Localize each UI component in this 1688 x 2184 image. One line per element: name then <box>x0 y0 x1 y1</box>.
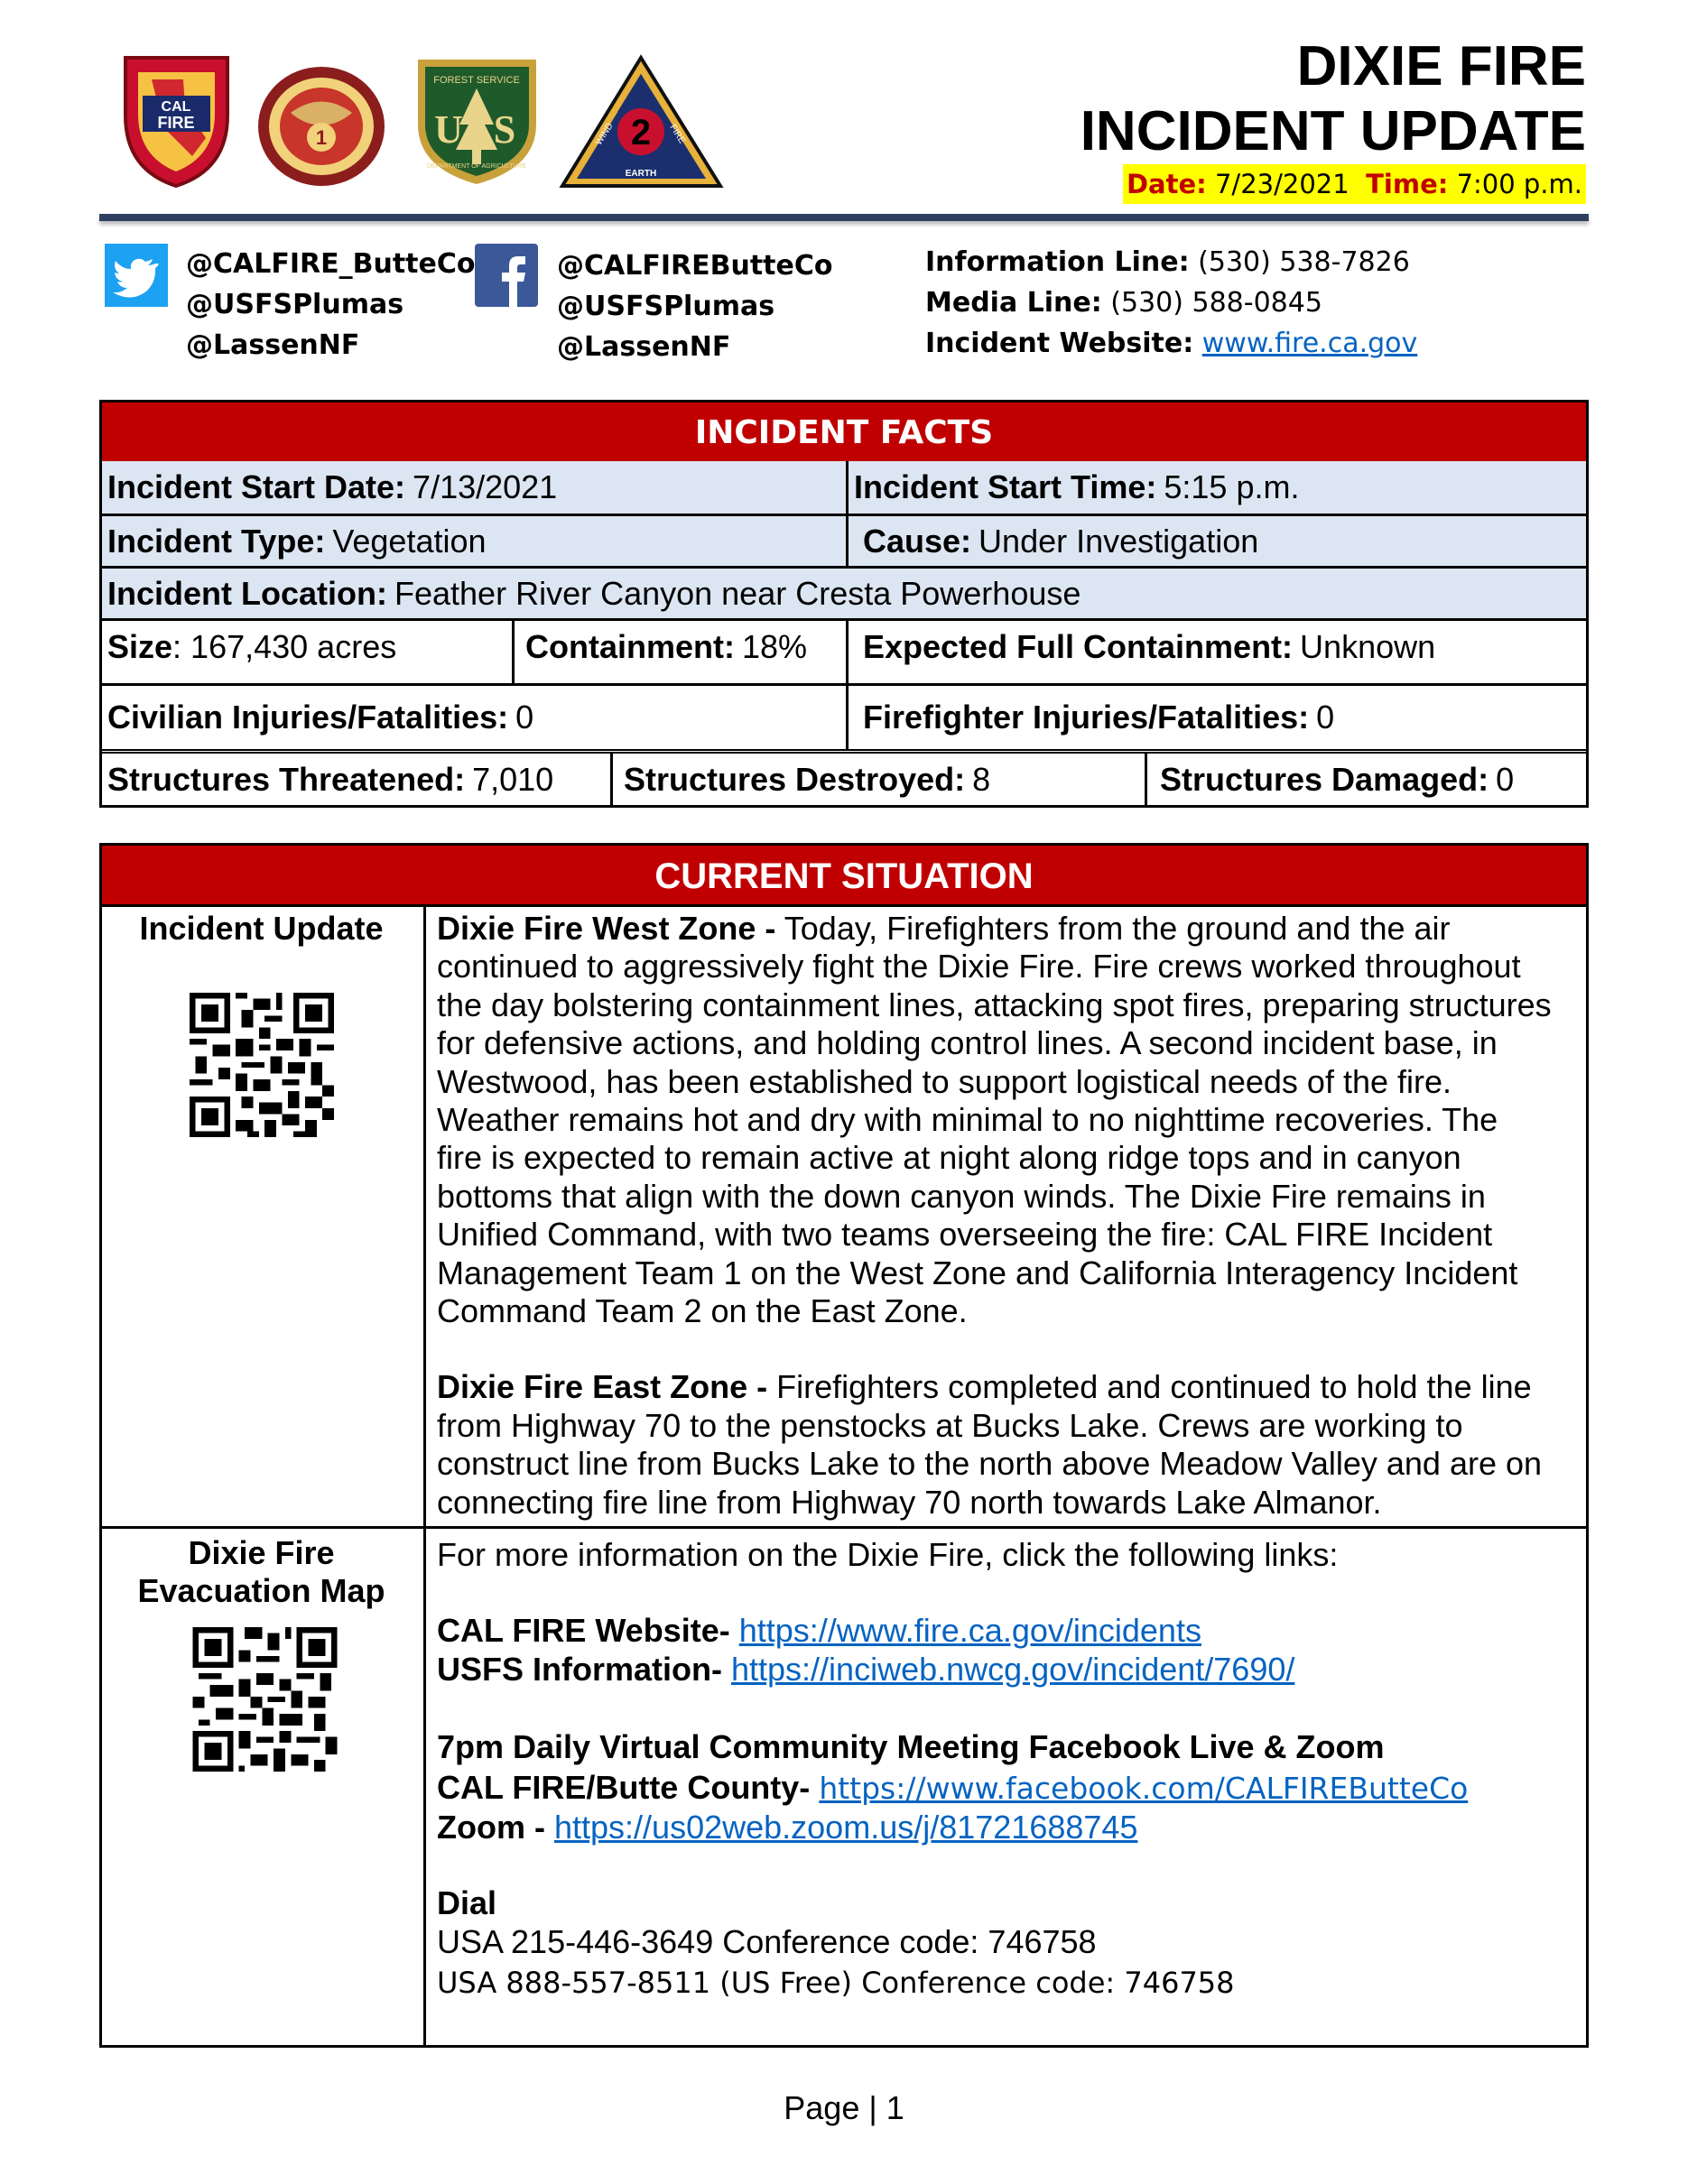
website-label: Incident Website: <box>925 328 1194 359</box>
dial-line-2: USA 888-557-8511 (US Free) Conference code: 746758 <box>437 1966 1235 2001</box>
calfire-website-line <box>437 1612 1583 1650</box>
butte-county-line <box>437 1768 1583 1809</box>
text-line: Command Team 2 on the East Zone. <box>437 1292 968 1330</box>
current-situation-heading: CURRENT SITUATION <box>102 846 1586 907</box>
text-line: for defensive actions, and holding control lines. A second incident base, in <box>437 1024 1498 1062</box>
twitter-icon[interactable] <box>105 244 168 307</box>
start-time-cell <box>846 461 1586 514</box>
structures-damaged-cell <box>1145 754 1586 805</box>
calfire-logo <box>120 52 233 190</box>
containment-cell <box>512 621 846 683</box>
incident-update-text <box>437 910 1583 1522</box>
spacer <box>437 1689 1583 1726</box>
structures-damaged-value: 0 <box>1496 760 1515 798</box>
title-line-2: INCIDENT UPDATE <box>1080 100 1586 162</box>
facts-row-injuries <box>102 683 1586 749</box>
expected-containment-cell <box>846 621 1586 683</box>
website-link[interactable]: www.fire.ca.gov <box>1201 328 1418 359</box>
date-value: 7/23/2021 <box>1214 169 1349 199</box>
date-label: Date: <box>1126 169 1207 199</box>
text-line <box>437 1368 1583 1406</box>
structures-destroyed-cell <box>610 754 1145 805</box>
dial-label <box>437 1884 1583 1922</box>
twitter-handle[interactable]: @USFSPlumas <box>186 289 404 320</box>
twitter-handle[interactable]: @CALFIRE_ButteCo <box>186 248 476 280</box>
text-line: construct line from Bucks Lake to the north above Meadow Valley and are on <box>437 1445 1543 1483</box>
logo-text: FOREST SERVICE <box>433 75 520 86</box>
logo-text: EARTH <box>625 169 657 179</box>
usfs-information-line <box>437 1651 1583 1689</box>
facts-row-structures <box>102 749 1586 805</box>
information-line <box>925 242 1417 282</box>
expected-containment-value: Unknown <box>1300 628 1436 665</box>
spacer <box>437 1574 1583 1612</box>
text-line: fire is expected to remain active at night along ridge tops and in canyon <box>437 1139 1461 1177</box>
logo-text: DEPARTMENT OF AGRICULTURE <box>426 163 527 170</box>
evacuation-map-qr-code[interactable] <box>191 1627 339 1772</box>
usfs-information-label: USFS Information- <box>437 1650 722 1688</box>
containment-value: 18% <box>741 628 808 665</box>
media-line <box>925 282 1417 323</box>
cause-label: Cause: <box>863 522 972 560</box>
logo-text: 2 <box>630 113 652 153</box>
meeting-title-text: 7pm Daily Virtual Community Meeting Facebook Live & Zoom <box>437 1728 1385 1766</box>
twitter-handles <box>186 244 475 366</box>
text-line: continued to aggressively fight the Dixie Fire. Fire crews worked throughout <box>437 948 1521 986</box>
size-label: Size <box>107 628 173 665</box>
facts-row-size <box>102 618 1586 683</box>
structures-threatened-label: Structures Threatened: <box>107 760 466 798</box>
text-line: Management Team 1 on the West Zone and California Interagency Incident <box>437 1254 1518 1291</box>
text-line: from Highway 70 to the penstocks at Bucks Lake. Crews are working to <box>437 1406 1463 1444</box>
date-time-line <box>1123 164 1586 204</box>
location-value: Feather River Canyon near Cresta Powerhouse <box>394 574 1081 612</box>
text-line: connecting fire line from Highway 70 north towards Lake Almanor. <box>437 1483 1382 1521</box>
contact-info <box>925 242 1417 364</box>
firefighter-injuries-label: Firefighter Injuries/Fatalities: <box>863 699 1310 736</box>
text-line: Weather remains hot and dry with minimal to no nighttime recoveries. The <box>437 1101 1498 1139</box>
size-cell <box>102 621 512 683</box>
dial-label-text: Dial <box>437 1884 497 1922</box>
facebook-handle[interactable]: @CALFIREButteCo <box>557 250 833 282</box>
evacuation-map-label <box>102 1534 421 1610</box>
evacuation-map-label-line: Dixie Fire <box>188 1534 335 1571</box>
civilian-injuries-label: Civilian Injuries/Fatalities: <box>107 699 509 736</box>
west-zone-paragraph <box>437 910 1583 1330</box>
structures-destroyed-value: 8 <box>972 760 991 798</box>
text-line: Unified Command, with two teams overseeing the fire: CAL FIRE Incident <box>437 1216 1493 1254</box>
incident-website <box>925 323 1417 364</box>
firefighter-injuries-cell <box>846 686 1586 749</box>
incident-update-label: Incident Update <box>139 910 384 947</box>
containment-label: Containment: <box>525 628 735 665</box>
meeting-title <box>437 1726 1583 1768</box>
logo-text: 1 <box>315 126 328 149</box>
situation-column-divider <box>423 904 426 2045</box>
text-line: the day bolstering containment lines, attacking spot fires, preparing structures <box>437 986 1552 1023</box>
incident-update-qr-code[interactable] <box>190 993 334 1137</box>
media-value: (530) 588-0845 <box>1110 287 1322 319</box>
facebook-live-link[interactable]: https://www.facebook.com/CALFIREButteCo <box>819 1771 1469 1807</box>
structures-damaged-label: Structures Damaged: <box>1160 760 1489 798</box>
facts-row-start <box>102 461 1586 514</box>
logo-text: S <box>493 107 516 152</box>
cause-value: Under Investigation <box>978 522 1259 560</box>
media-label: Media Line: <box>925 287 1102 319</box>
evacuation-map-label-line: Evacuation Map <box>137 1572 385 1609</box>
calfire-website-label: CAL FIRE Website- <box>437 1612 730 1650</box>
size-value: : 167,430 acres <box>172 628 397 665</box>
logo-text: WIND <box>594 121 616 147</box>
incident-type-label: Incident Type: <box>107 522 326 560</box>
start-time-label: Incident Start Time: <box>854 468 1157 505</box>
text-line: Firefighters completed and continued to hold the line <box>767 1368 1532 1406</box>
start-date-cell <box>102 461 846 514</box>
twitter-handle[interactable]: @LassenNF <box>186 329 360 361</box>
structures-threatened-value: 7,010 <box>472 760 554 798</box>
structures-threatened-cell <box>102 754 610 805</box>
interagency-team-2-logo <box>558 54 725 191</box>
title-line-1: DIXIE FIRE <box>1296 35 1586 97</box>
zoom-line <box>437 1809 1583 1846</box>
time-value: 7:00 p.m. <box>1456 169 1582 199</box>
time-label: Time: <box>1366 169 1449 199</box>
firefighter-injuries-value: 0 <box>1316 699 1335 736</box>
location-cell <box>102 569 1586 618</box>
page-footer: Page | 1 <box>784 2089 904 2126</box>
document-title <box>1081 34 1586 164</box>
header-divider <box>99 214 1589 221</box>
zoom-label: Zoom - <box>437 1809 545 1846</box>
start-time-value: 5:15 p.m. <box>1164 468 1300 505</box>
west-zone-title: Dixie Fire West Zone - <box>437 910 776 947</box>
facebook-handle[interactable]: @LassenNF <box>557 331 731 363</box>
dial-line-1: USA 215-446-3649 Conference code: 746758 <box>437 1922 1097 1960</box>
expected-containment-label: Expected Full Containment: <box>863 628 1294 665</box>
logo-text: FIRE <box>667 123 687 146</box>
spacer <box>437 1846 1583 1884</box>
facebook-icon[interactable] <box>475 244 538 307</box>
east-zone-paragraph <box>437 1368 1583 1522</box>
logo-text: U <box>434 107 463 152</box>
location-label: Incident Location: <box>107 574 387 612</box>
forest-service-logo <box>411 52 543 188</box>
incident-facts-table <box>99 400 1589 808</box>
info-label: Information Line: <box>925 246 1190 278</box>
east-zone-title: Dixie Fire East Zone - <box>437 1368 768 1406</box>
text-line <box>437 910 1583 948</box>
incident-type-value: Vegetation <box>332 522 487 560</box>
links-section <box>437 1536 1583 2004</box>
incident-type-cell <box>102 516 846 566</box>
logo-text: FIRE <box>157 114 195 132</box>
imt-seal-logo <box>255 63 388 190</box>
facebook-handles <box>557 245 832 367</box>
start-date-value: 7/13/2021 <box>413 468 558 505</box>
facts-row-location <box>102 566 1586 618</box>
structures-destroyed-label: Structures Destroyed: <box>624 760 966 798</box>
situation-row-divider <box>102 1526 1586 1529</box>
facts-row-type <box>102 514 1586 566</box>
text-line: bottoms that align with the down canyon winds. The Dixie Fire remains in <box>437 1177 1486 1215</box>
usfs-information-link[interactable]: https://inciweb.nwcg.gov/incident/7690/ <box>731 1650 1295 1688</box>
logo-text: CAL <box>161 99 191 115</box>
facebook-handle[interactable]: @USFSPlumas <box>557 291 775 322</box>
calfire-website-link[interactable]: https://www.fire.ca.gov/incidents <box>738 1612 1201 1650</box>
cause-cell <box>846 516 1586 566</box>
zoom-link[interactable]: https://us02web.zoom.us/j/81721688745 <box>554 1809 1138 1846</box>
links-intro: For more information on the Dixie Fire, click the following links: <box>437 1536 1339 1573</box>
butte-county-label: CAL FIRE/Butte County- <box>437 1769 811 1807</box>
incident-facts-heading: INCIDENT FACTS <box>102 403 1586 464</box>
text-line: Today, Firefighters from the ground and the air <box>775 910 1451 947</box>
text-line: Westwood, has been established to support logistical needs of the fire. <box>437 1062 1452 1100</box>
info-value: (530) 538-7826 <box>1198 246 1410 278</box>
start-date-label: Incident Start Date: <box>107 468 406 505</box>
civilian-injuries-cell <box>102 686 846 749</box>
civilian-injuries-value: 0 <box>515 699 534 736</box>
